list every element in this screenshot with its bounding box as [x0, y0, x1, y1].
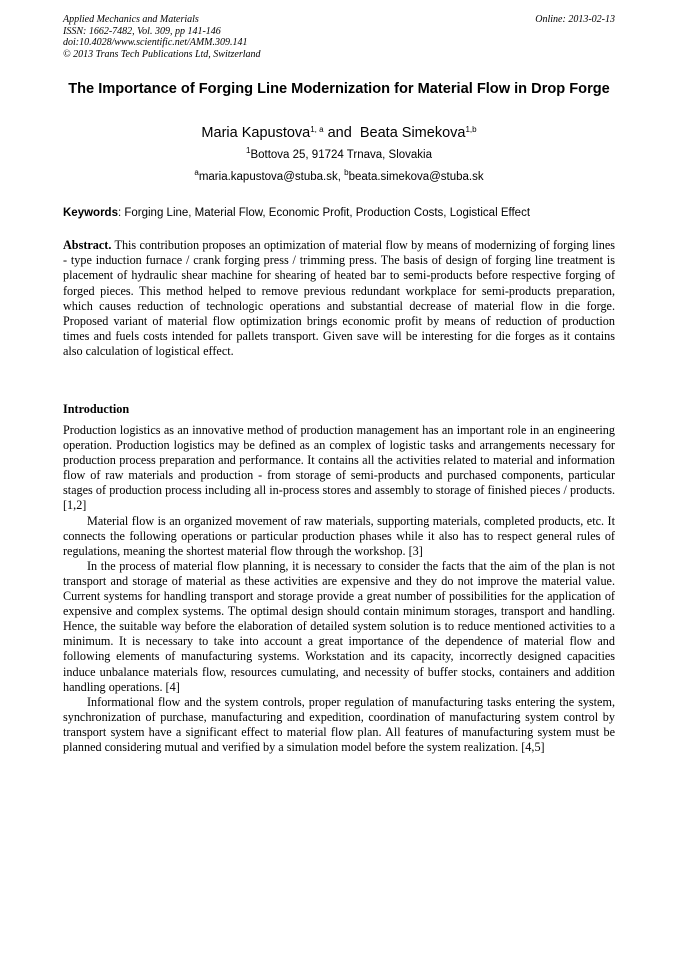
author-name: Maria Kapustova [201, 125, 311, 141]
paragraph: Material flow is an organized movement of raw materials, supporting materials, completed products, etc. It connects the following operations or particular production phases while it also has to respect general rules of regulations, meaning the shortest material flow through the workshop. [3] [63, 513, 615, 558]
affiliation [63, 148, 615, 162]
email-address: maria.kapustova@stuba.sk, [198, 171, 345, 183]
section-heading-introduction: Introduction [63, 402, 130, 416]
author-conjunction: and [323, 125, 360, 141]
online-date: Online: 2013-02-13 [535, 14, 615, 25]
issn-line: ISSN: 1662-7482, Vol. 309, pp 141-146 [63, 25, 221, 37]
affiliation-address: Bottova 25, 91724 Trnava, Slovakia [250, 149, 433, 161]
doi-line: doi:10.4028/www.scientific.net/AMM.309.141 [63, 37, 248, 48]
author-name: Beata Simekova [359, 125, 466, 141]
paragraph: Informational flow and the system controls, proper regulation of manufacturing tasks entering the system, synchronization of purchase, manufacturing and expedition, coordination of manufacturing system control by transport system have a significant effect to material flow plan. All features of manufacturing system must be planned considering mutual and verified by a simulation model before the system realization. [4,5] [63, 694, 615, 754]
email-mark: a [194, 168, 199, 177]
email-line [63, 170, 615, 184]
abstract [63, 238, 615, 360]
keywords-label: Keywords [63, 207, 118, 219]
author-line [63, 124, 615, 142]
paragraph: In the process of material flow planning, it is necessary to consider the facts that the aim of the plan is not transport and storage of material as these activities are expensive and they do not improve the material value. Current systems for handling transport and storage provide a great number of possibilities for the application of expensive and complex systems. The optimal design should contain minimum storages, transport and handling. Hence, the suitable way before the elaboration of detailed system solution is to reduce mentioned activities to a minimum. It is necessary to take into account a great importance of the dependence of material flow and following elements of manufacturing systems. Workstation and its capacity, incorrectly designed capacities induce unbalance materials flow, resources cumulating, and necessity of buffer stocks, containers and addition handling operations. [4] [63, 558, 615, 694]
copyright-line: © 2013 Trans Tech Publications Ltd, Switzerland [63, 48, 261, 60]
affiliation-mark: 1 [245, 146, 251, 155]
keywords-text: : Forging Line, Material Flow, Economic Profit, Production Costs, Logistical Effect [117, 207, 531, 219]
journal-name: Applied Mechanics and Materials [63, 14, 199, 25]
abstract-label: Abstract. [63, 238, 112, 252]
keywords [63, 206, 615, 220]
abstract-text: This contribution proposes an optimization of material flow by means of modernizing of forging lines - type induction furnace / crank forging press / trimming press. The basis of design of forging line treatment is placement of hydraulic shear machine for shearing of heated bar to semi-products before respective forging of forged pieces. This method helped to remove previous redundant workplace for semi-products preparation, which causes reduction of technologic operations and substantial decrease of material flow in die forge. Proposed variant of material flow optimization brings economic profit by means of reduction of production times and fuels costs intended for pallets transport. Given save will be interesting for die forges as it contains also calculation of logistical effect. [63, 238, 615, 359]
introduction-body [63, 423, 615, 755]
author-affiliation-mark: 1,b [465, 125, 477, 134]
paper-title: The Importance of Forging Line Modernization for Material Flow in Drop Forge [68, 81, 610, 97]
journal-header [63, 14, 615, 60]
author-affiliation-mark: 1, a [310, 125, 324, 134]
email-address: beata.simekova@stuba.sk [348, 171, 484, 183]
paragraph: Production logistics as an innovative method of production management has an important role in an engineering operation. Production logistics may be defined as an complex of logistic tasks and arrangements necessary for production process preparation and performance. It contains all the activities related to material and information flow of raw materials and production - from storage of semi-products and purchased components, particular stages of production process including all in-process stores and assembly to storage of finished pieces / products. [1,2] [63, 423, 615, 513]
email-mark: b [344, 168, 349, 177]
